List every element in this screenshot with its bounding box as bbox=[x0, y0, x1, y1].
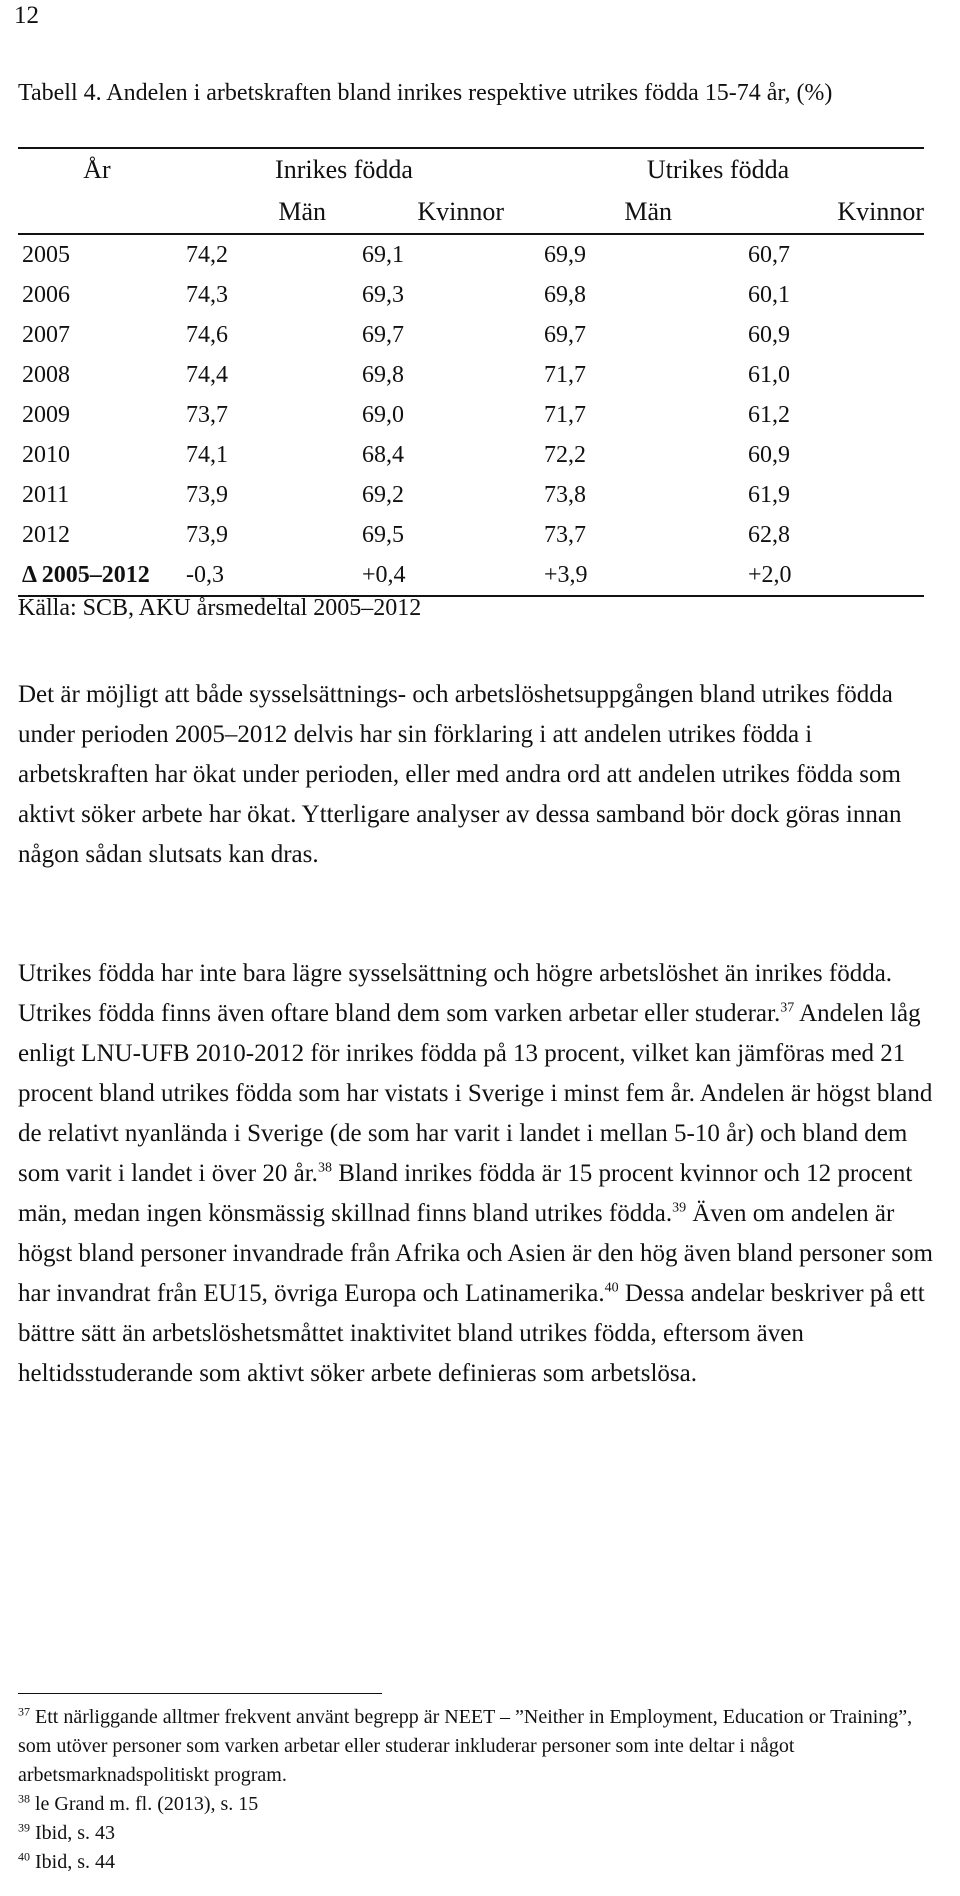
footnote bbox=[18, 1703, 948, 1790]
page-number: 12 bbox=[14, 2, 39, 29]
table-cell: 73,7 bbox=[186, 401, 228, 428]
table-cell: 74,3 bbox=[186, 281, 228, 308]
footnote bbox=[18, 1848, 948, 1877]
table-cell: -0,3 bbox=[176, 555, 326, 596]
table-cell: 69,1 bbox=[362, 241, 404, 268]
table-cell: 74,1 bbox=[186, 441, 228, 468]
table-cell: 60,9 bbox=[748, 441, 790, 468]
footnote-ref[interactable]: 40 bbox=[604, 1280, 619, 1296]
footnote-ref[interactable]: 39 bbox=[672, 1200, 687, 1216]
table-row bbox=[18, 275, 924, 315]
table-cell: 60,1 bbox=[748, 281, 790, 308]
table-cell: 69,9 bbox=[544, 241, 586, 268]
table-row bbox=[18, 435, 924, 475]
table-cell: 74,4 bbox=[186, 361, 228, 388]
text-segment: Utrikes födda har inte bara lägre sysselsättning och högre arbetslöshet än inrikes födda. Utrikes födda finns även oftare bland dem som varken arbetar eller studerar. bbox=[18, 960, 893, 1027]
table-row bbox=[18, 475, 924, 515]
subheader-women: Kvinnor bbox=[672, 191, 924, 234]
text-segment: Andelen låg enligt LNU-UFB 2010-2012 för inrikes födda på 13 procent, vilket kan jämföras med 21 procent bland utrikes födda som har vistats i Sverige i minst fem år. Andelen är högst bland de relativt nyanlända i Sverige (de som har varit i landet i mellan 5-10 år) och bland dem som varit i landet i över 20 år. bbox=[18, 1000, 933, 1187]
table-cell: 73,8 bbox=[544, 481, 586, 508]
table-cell: 71,7 bbox=[544, 401, 586, 428]
footnote-ref[interactable]: 38 bbox=[317, 1160, 332, 1176]
row-year: 2007 bbox=[22, 321, 70, 348]
table-cell: 69,8 bbox=[362, 361, 404, 388]
table-cell: 73,9 bbox=[186, 481, 228, 508]
footnote-number: 39 bbox=[18, 1820, 30, 1835]
table-cell: 68,4 bbox=[362, 441, 404, 468]
subheader-men: Män bbox=[512, 191, 672, 234]
table-cell: 69,8 bbox=[544, 281, 586, 308]
table-cell: 60,9 bbox=[748, 321, 790, 348]
footnote-divider bbox=[18, 1693, 382, 1694]
table-cell: 61,0 bbox=[748, 361, 790, 388]
table-row bbox=[18, 234, 924, 275]
table-header-row bbox=[18, 148, 924, 191]
footnote-number: 37 bbox=[18, 1704, 30, 1719]
table-cell: 69,5 bbox=[362, 521, 404, 548]
footnote-number: 40 bbox=[18, 1849, 30, 1864]
header-domestic-born: Inrikes födda bbox=[275, 155, 413, 184]
body-paragraph: Det är möjligt att både sysselsättnings- och arbetslöshetsuppgången bland utrikes födda under perioden 2005–2012 delvis har sin förklaring i att andelen utrikes födda i arbetskraften har ökat under perioden, eller med andra ord att andelen utrikes födda som aktivt söker arbete har ökat. Ytterligare analyser av dessa samband bör dock göras innan någon sådan slutsats kan dras. bbox=[18, 681, 902, 868]
subheader-men: Män bbox=[176, 191, 326, 234]
row-year: 2008 bbox=[22, 361, 70, 388]
table-cell: 73,7 bbox=[544, 521, 586, 548]
footnote-text: Ett närliggande alltmer frekvent använt begrepp är NEET – ”Neither in Employment, Education or Training”, som utöver personer som varken arbetar eller studerar inkluderar personer som inte deltar i något arbetsmarknadspolitiskt program. bbox=[18, 1706, 913, 1786]
row-year: 2006 bbox=[22, 281, 70, 308]
footnote-number: 38 bbox=[18, 1791, 30, 1806]
text-segment: Bland inrikes födda är 15 procent kvinnor och 12 procent män, medan ingen könsmässig skillnad finns bland utrikes födda. bbox=[18, 1160, 913, 1227]
footnotes bbox=[18, 1703, 948, 1877]
table-cell: +2,0 bbox=[672, 555, 924, 596]
table-cell: 74,2 bbox=[186, 241, 228, 268]
footnote bbox=[18, 1790, 948, 1819]
table-cell: 72,2 bbox=[544, 441, 586, 468]
row-year: 2011 bbox=[22, 481, 70, 508]
footnote-text: Ibid, s. 43 bbox=[30, 1822, 115, 1844]
table-cell: +3,9 bbox=[512, 555, 672, 596]
table-row bbox=[18, 355, 924, 395]
text-segment: Även om andelen är högst bland personer invandrade från Afrika och Asien är den hög även bland personer som har invandrat från EU15, övriga Europa och Latinamerika. bbox=[18, 1200, 934, 1307]
table-source: Källa: SCB, AKU årsmedeltal 2005–2012 bbox=[18, 595, 422, 621]
table-cell: 69,0 bbox=[362, 401, 404, 428]
row-year: 2012 bbox=[22, 521, 70, 548]
table-caption: Tabell 4. Andelen i arbetskraften bland inrikes respektive utrikes födda 15-74 år, (%) bbox=[18, 80, 833, 106]
table-cell: 71,7 bbox=[544, 361, 586, 388]
table-cell: 69,7 bbox=[362, 321, 404, 348]
row-year: 2009 bbox=[22, 401, 70, 428]
table-row bbox=[18, 515, 924, 555]
table-cell: 61,2 bbox=[748, 401, 790, 428]
row-year: 2010 bbox=[22, 441, 70, 468]
subheader-women: Kvinnor bbox=[326, 191, 512, 234]
table-cell: 69,3 bbox=[362, 281, 404, 308]
table-cell: 69,7 bbox=[544, 321, 586, 348]
table-cell: 62,8 bbox=[748, 521, 790, 548]
table-cell: 60,7 bbox=[748, 241, 790, 268]
text-segment: Dessa andelar beskriver på ett bättre sätt än arbetslöshetsmåttet inaktivitet bland utrikes födda, eftersom även heltidsstuderande som aktivt söker arbete definieras som arbetslösa. bbox=[18, 1280, 925, 1387]
table-row bbox=[18, 315, 924, 355]
body-paragraph bbox=[18, 954, 942, 1394]
row-year: Δ 2005–2012 bbox=[18, 555, 176, 596]
table-cell: 74,6 bbox=[186, 321, 228, 348]
table-row bbox=[18, 395, 924, 435]
header-year: År bbox=[83, 155, 111, 184]
footnote-ref[interactable]: 37 bbox=[780, 1000, 795, 1016]
table-row bbox=[18, 555, 924, 596]
table-cell: 69,2 bbox=[362, 481, 404, 508]
footnote-text: Ibid, s. 44 bbox=[30, 1851, 115, 1873]
table-cell: +0,4 bbox=[326, 555, 512, 596]
footnote-text: le Grand m. fl. (2013), s. 15 bbox=[30, 1793, 259, 1815]
footnote bbox=[18, 1819, 948, 1848]
table-cell: 61,9 bbox=[748, 481, 790, 508]
row-year: 2005 bbox=[22, 241, 70, 268]
header-foreign-born: Utrikes födda bbox=[646, 155, 790, 184]
labor-force-table bbox=[18, 147, 924, 597]
table-subheader-row bbox=[18, 191, 924, 234]
table-cell: 73,9 bbox=[186, 521, 228, 548]
